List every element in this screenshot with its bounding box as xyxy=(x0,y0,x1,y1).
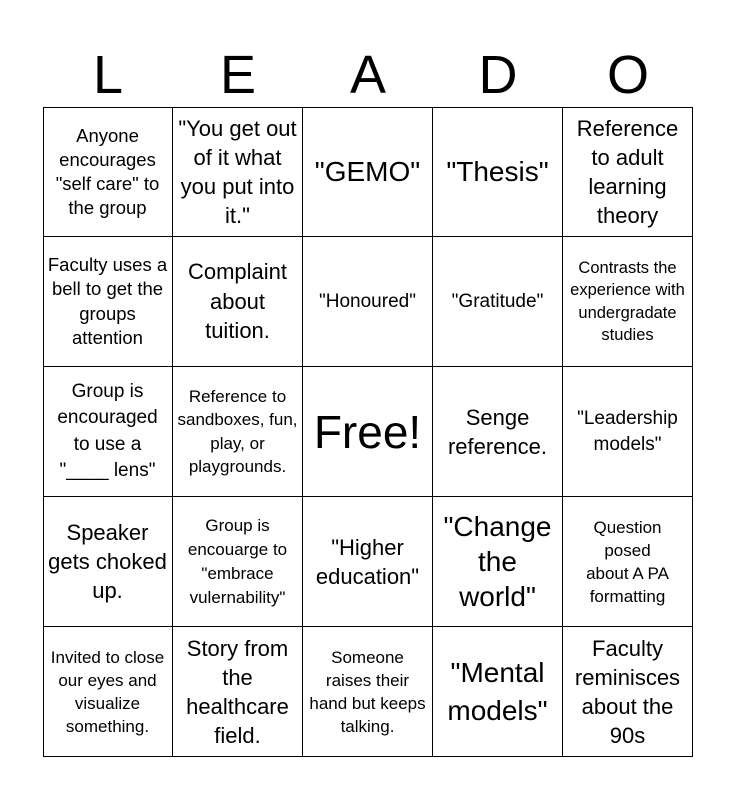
cell-text: Senge reference. xyxy=(447,404,548,459)
bingo-cell[interactable] xyxy=(43,107,173,237)
cell-text: "Thesis" xyxy=(446,155,549,187)
header-letter-d: D xyxy=(478,45,518,105)
bingo-grid xyxy=(43,107,693,757)
bingo-cell[interactable] xyxy=(563,107,693,237)
cell-text: Someone raises their hand but keeps talking. xyxy=(309,647,426,736)
cell-text: Group is encouarge to "embrace vulernability" xyxy=(187,515,288,607)
header-letter-e: E xyxy=(219,45,257,105)
cell-text: Faculty uses a bell to get the groups attention xyxy=(47,253,168,348)
header-letter-a: A xyxy=(349,45,387,105)
bingo-cell[interactable] xyxy=(563,237,693,367)
free-space-text: Free! xyxy=(313,405,422,458)
cell-text: "GEMO" xyxy=(314,155,421,187)
cell-text: Anyone encourages "self care" to the group xyxy=(55,124,160,218)
bingo-cell[interactable] xyxy=(433,627,563,757)
bingo-cell[interactable] xyxy=(303,497,433,627)
header-letter-l: L xyxy=(92,45,124,105)
bingo-cell[interactable] xyxy=(43,497,173,627)
bingo-cell[interactable] xyxy=(433,237,563,367)
cell-text: Contrasts the experience with undergradate studies xyxy=(570,258,685,344)
cell-text: Speaker gets choked up. xyxy=(48,520,167,603)
cell-text: "Mental models" xyxy=(447,656,548,726)
bingo-cell[interactable] xyxy=(303,107,433,237)
cell-text: Faculty reminisces about the 90s xyxy=(574,635,681,748)
bingo-cell[interactable] xyxy=(563,627,693,757)
bingo-cell[interactable] xyxy=(563,497,693,627)
bingo-cell[interactable] xyxy=(173,627,303,757)
bingo-cell[interactable] xyxy=(43,627,173,757)
cell-text: "Leadership models" xyxy=(577,407,678,455)
bingo-cell[interactable] xyxy=(303,237,433,367)
free-space[interactable] xyxy=(303,367,433,497)
cell-text: Complaint about tuition. xyxy=(187,259,288,344)
cell-text: Question posed about A PA formatting xyxy=(586,517,669,606)
cell-text: Reference to adult learning theory xyxy=(576,115,679,228)
cell-text: "Honoured" xyxy=(319,290,416,312)
bingo-cell[interactable] xyxy=(173,237,303,367)
bingo-cell[interactable] xyxy=(173,367,303,497)
bingo-cell[interactable] xyxy=(563,367,693,497)
bingo-cell[interactable] xyxy=(43,237,173,367)
bingo-cell[interactable] xyxy=(43,367,173,497)
bingo-cell[interactable] xyxy=(433,497,563,627)
cell-text: Invited to close our eyes and visualize something. xyxy=(50,647,165,736)
bingo-header xyxy=(43,44,693,106)
bingo-cell[interactable] xyxy=(173,107,303,237)
cell-text: "You get out of it what you put into it." xyxy=(178,115,297,228)
bingo-cell[interactable] xyxy=(433,107,563,237)
cell-text: Story from the healthcare field. xyxy=(186,635,289,748)
cell-text: Reference to sandboxes, fun, play, or playgrounds. xyxy=(177,386,298,476)
bingo-cell[interactable] xyxy=(433,367,563,497)
cell-text: "Change the world" xyxy=(443,511,552,612)
cell-text: "Higher education" xyxy=(315,534,420,589)
bingo-cell[interactable] xyxy=(303,627,433,757)
bingo-cell[interactable] xyxy=(173,497,303,627)
header-letter-o: O xyxy=(606,45,649,105)
cell-text: "Gratitude" xyxy=(451,290,544,312)
cell-text: Group is encouraged to use a "____ lens" xyxy=(57,380,158,481)
